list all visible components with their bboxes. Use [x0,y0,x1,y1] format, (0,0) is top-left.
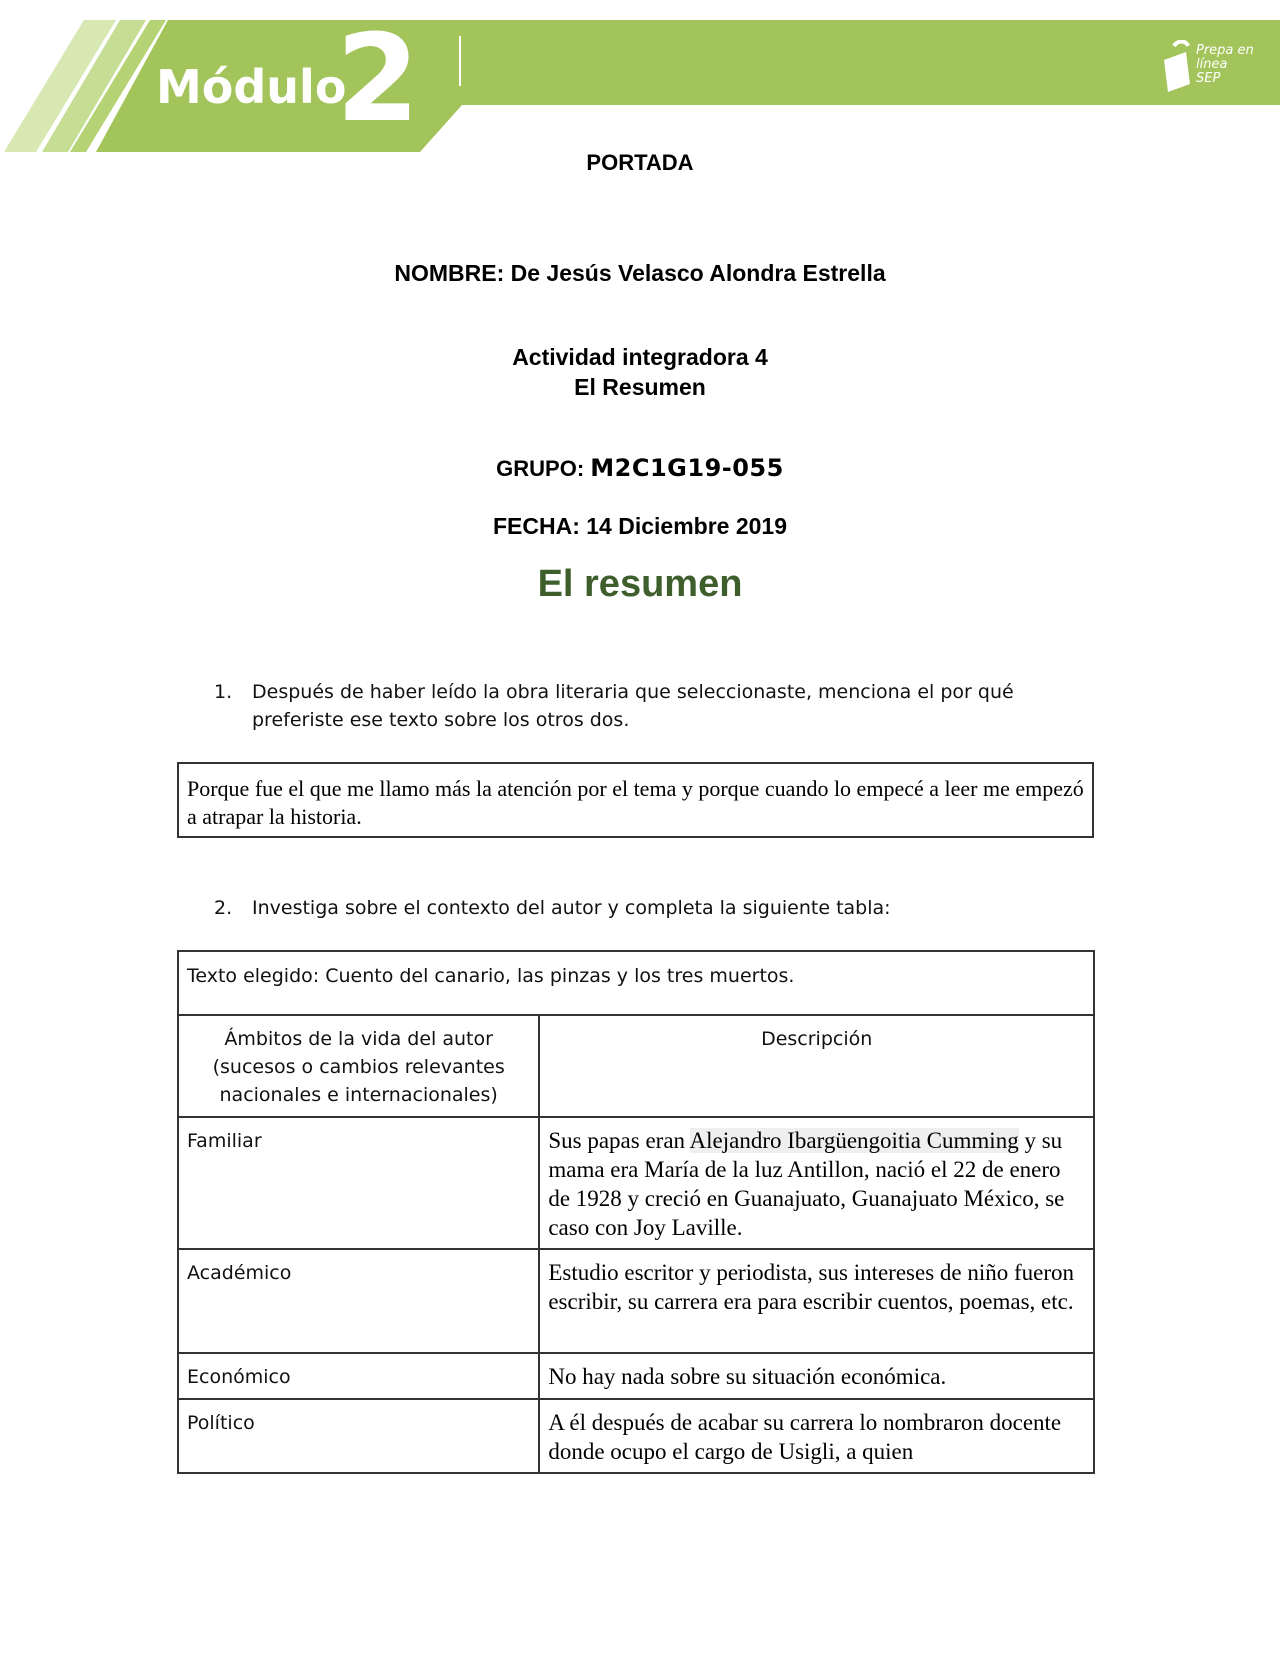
question-number: 1. [214,681,233,703]
activity-line-1: Actividad integradora 4 [512,344,768,370]
col-header-ambitos: Ámbitos de la vida del autor (sucesos o cambios relevantes nacionales e internacionales) [178,1015,539,1117]
portada-heading: PORTADA [586,150,694,175]
author-context-table [177,950,1095,1474]
table-row [178,1399,1094,1473]
description-text: y su mama era María de la luz Antillon, nació el 22 de enero de 1928 y creció en Guanajuato, Guanajuato México, se caso con Joy Laville. [548,1128,1065,1240]
chosen-text-cell: Texto elegido: Cuento del canario, las pinzas y los tres muertos. [178,951,1094,1015]
ambito-cell: Económico [178,1353,539,1399]
module-header [0,0,1280,160]
table-header-row [178,1015,1094,1117]
col-header-descripcion: Descripción [539,1015,1094,1117]
group-label: GRUPO: [496,456,591,481]
ambito-cell: Académico [178,1249,539,1353]
group-value: M2C1G19-055 [590,454,784,482]
date-line: FECHA: 14 Diciembre 2019 [492,513,787,539]
question-number: 2. [214,897,233,919]
answer-1-box: Porque fue el que me llamo más la atención por el tema y porque cuando lo empecé a leer me empezó a atrapar la historia. [177,762,1094,838]
table-row [178,1249,1094,1353]
description-cell: A él después de acabar su carrera lo nombraron docente donde ocupo el cargo de Usigli, a quien [539,1399,1094,1473]
table-row [178,1353,1094,1399]
question-text: Después de haber leído la obra literaria que seleccionaste, menciona el por qué preferiste ese texto sobre los otros dos. [252,681,1014,731]
table-row [178,1117,1094,1249]
module-label: Módulo [156,60,347,114]
question-1 [214,678,1104,734]
ambito-cell: Familiar [178,1117,539,1249]
activity-title [0,342,1280,402]
question-text: Investiga sobre el contexto del autor y completa la siguiente tabla: [252,897,891,919]
question-2 [214,894,1104,922]
activity-line-2: El Resumen [574,374,706,400]
description-cell: Estudio escritor y periodista, sus intereses de niño fueron escribir, su carrera era para escribir cuentos, poemas, etc. [539,1249,1094,1353]
table-row [178,951,1094,1015]
ambito-cell: Político [178,1399,539,1473]
logo-line-3: SEP [1196,71,1221,86]
student-name: NOMBRE: De Jesús Velasco Alondra Estrella [394,260,886,286]
document-title: El resumen [537,563,743,605]
description-cell [539,1117,1094,1249]
logo-text [1196,44,1254,86]
group-line [0,454,1280,482]
logo-line-2: línea [1196,57,1228,72]
description-text: Sus papas eran [548,1128,690,1153]
logo-line-1: Prepa en [1196,43,1254,58]
module-number: 2 [336,10,420,149]
highlighted-name: Alejandro Ibargüengoitia Cumming [689,1128,1019,1153]
description-cell: No hay nada sobre su situación económica. [539,1353,1094,1399]
